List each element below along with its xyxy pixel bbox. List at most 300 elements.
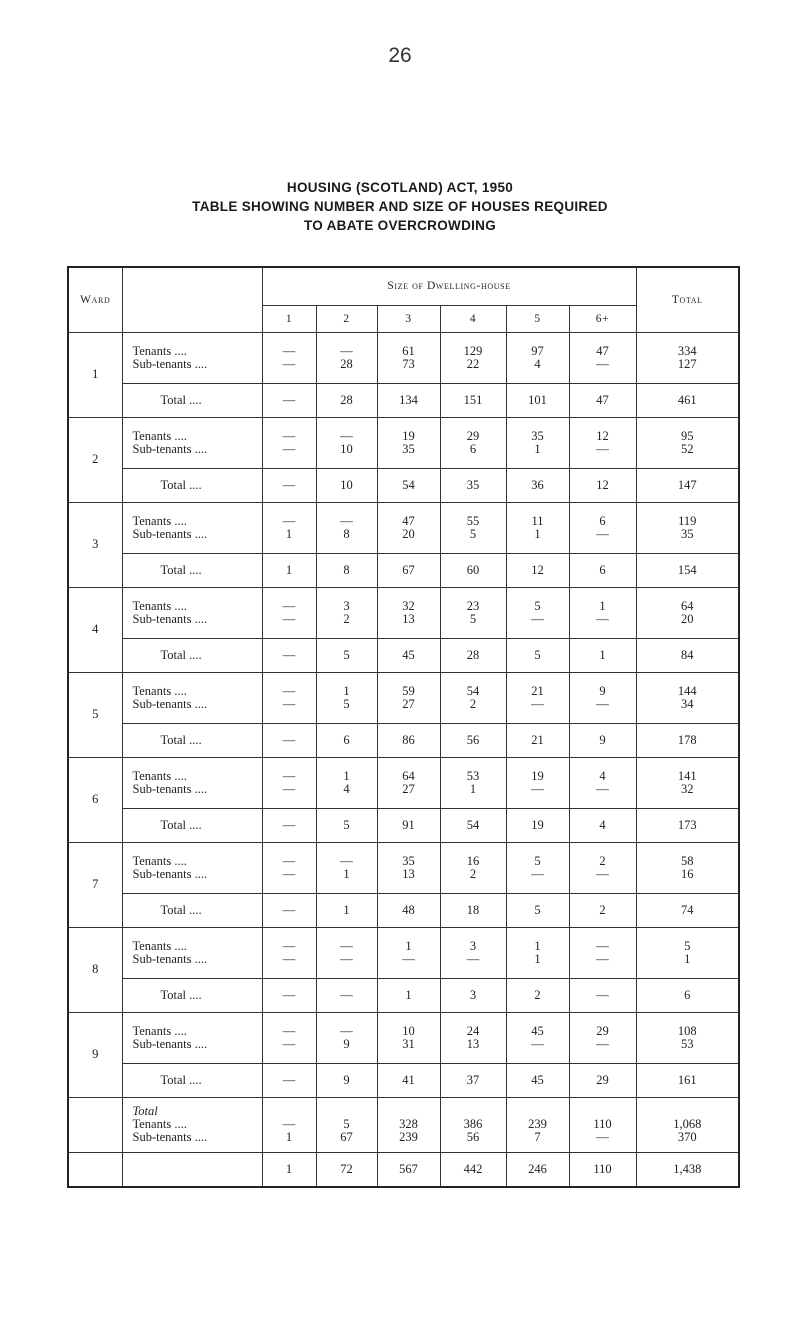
tenants-value: 29	[466, 428, 480, 443]
value-cell	[262, 502, 316, 553]
value-cell	[377, 1012, 440, 1063]
ward-total-row	[68, 893, 739, 927]
ward-number: 7	[68, 842, 122, 927]
ward-total-value: —	[262, 1063, 316, 1097]
ward-total-value: —	[316, 978, 377, 1012]
tenants-value: 59	[402, 683, 415, 698]
ward-total-value: 45	[377, 638, 440, 672]
ward-rows	[68, 332, 739, 1097]
summary-ward-cell	[68, 1097, 122, 1152]
ward-row-labels	[122, 672, 262, 723]
grand-total-cell: 442	[440, 1152, 506, 1187]
value-cell	[636, 672, 739, 723]
tenants-value: —	[340, 1023, 353, 1038]
ward-total-value: 28	[316, 383, 377, 417]
size-col-6plus: 6+	[569, 305, 636, 332]
tenants-value: 47	[402, 513, 415, 528]
value-cell	[569, 587, 636, 638]
ward-total-label: Total ....	[122, 553, 262, 587]
value-cell	[636, 927, 739, 978]
grand-total-cell: 1,438	[636, 1152, 739, 1187]
subtenants-value: 52	[681, 441, 694, 456]
ward-total-value: 1	[377, 978, 440, 1012]
ward-total-value: 154	[636, 553, 739, 587]
value-cell	[262, 417, 316, 468]
ward-total-value: 173	[636, 808, 739, 842]
value-cell	[636, 332, 739, 383]
value-cell	[636, 1012, 739, 1063]
tenants-value: 9	[599, 683, 606, 698]
subtenants-value: 8	[343, 526, 350, 541]
tenants-value: —	[282, 853, 296, 868]
tenants-value: 97	[531, 343, 544, 358]
value-cell	[569, 502, 636, 553]
summary-labels	[122, 1097, 262, 1152]
tenants-label: Tenants ....	[132, 1023, 187, 1038]
size-col-2: 2	[316, 305, 377, 332]
summary-cell: 1,068 370	[636, 1097, 739, 1152]
ward-total-value: 1	[569, 638, 636, 672]
ward-total-value: 45	[506, 1063, 569, 1097]
ward-total-value: 151	[440, 383, 506, 417]
ward-data-row	[68, 417, 739, 468]
ward-row-labels	[122, 502, 262, 553]
tenants-value: 32	[402, 598, 415, 613]
subtenants-value: —	[282, 781, 296, 796]
tenants-value: 10	[402, 1023, 415, 1038]
ward-total-value: 6	[569, 553, 636, 587]
value-cell	[440, 502, 506, 553]
ward-total-value: 12	[569, 468, 636, 502]
ward-total-value: 74	[636, 893, 739, 927]
tenants-value: 19	[402, 428, 415, 443]
ward-total-value: 35	[440, 468, 506, 502]
subtenants-value: 13	[402, 866, 415, 881]
value-cell	[506, 332, 569, 383]
ward-total-value: 29	[569, 1063, 636, 1097]
ward-total-value: 10	[316, 468, 377, 502]
subtenants-label: Sub-tenants ....	[132, 951, 208, 966]
value-cell	[440, 1012, 506, 1063]
tenants-value: —	[282, 513, 296, 528]
tenants-label: Tenants ....	[132, 938, 187, 953]
tenants-label: Tenants ....	[132, 343, 187, 358]
ward-row-labels	[122, 417, 262, 468]
value-cell	[440, 587, 506, 638]
summary-cell: 5 67	[316, 1097, 377, 1152]
ward-total-value: 8	[316, 553, 377, 587]
subtenants-value: 127	[677, 356, 697, 371]
tenants-value: 24	[466, 1023, 480, 1038]
ward-total-label: Total ....	[122, 468, 262, 502]
ward-total-value: 54	[377, 468, 440, 502]
tenants-value: —	[340, 343, 353, 358]
label-header	[122, 267, 262, 332]
value-cell	[316, 332, 377, 383]
ward-number: 3	[68, 502, 122, 587]
ward-total-value: 1	[262, 553, 316, 587]
ward-total-value: 9	[569, 723, 636, 757]
tenants-value: 141	[677, 768, 697, 783]
subtenants-value: —	[282, 951, 296, 966]
subtenants-value: 20	[402, 526, 415, 541]
subtenants-value: 1	[343, 866, 350, 881]
subtenants-value: 2	[469, 866, 477, 881]
value-cell	[440, 417, 506, 468]
value-cell	[569, 332, 636, 383]
ward-total-value: —	[262, 723, 316, 757]
tenants-value: —	[282, 598, 296, 613]
tenants-value: —	[340, 938, 353, 953]
value-cell	[262, 587, 316, 638]
ward-total-row	[68, 553, 739, 587]
value-cell	[377, 332, 440, 383]
subtenants-value: —	[596, 781, 609, 796]
value-cell	[636, 417, 739, 468]
subtenants-value: —	[596, 866, 609, 881]
ward-data-row	[68, 332, 739, 383]
grand-total-cell: 72	[316, 1152, 377, 1187]
subtenants-value: 2	[469, 696, 477, 711]
ward-number: 1	[68, 332, 122, 417]
value-cell	[316, 1012, 377, 1063]
value-cell	[316, 672, 377, 723]
subtenants-value: 5	[343, 696, 350, 711]
subtenants-value: —	[531, 611, 544, 626]
total-header: Total	[636, 267, 739, 332]
value-cell	[440, 842, 506, 893]
subtenants-value: —	[282, 441, 296, 456]
subtenants-value: —	[596, 611, 609, 626]
tenants-value: 47	[596, 343, 609, 358]
subtenants-value: —	[282, 696, 296, 711]
subtenants-label: Sub-tenants ....	[132, 696, 208, 711]
ward-total-value: 91	[377, 808, 440, 842]
value-cell	[506, 1012, 569, 1063]
ward-total-row	[68, 978, 739, 1012]
subtenants-value: 1	[469, 781, 477, 796]
ward-total-row	[68, 383, 739, 417]
tenants-value: —	[282, 768, 296, 783]
tenants-value: 2	[599, 853, 606, 868]
ward-total-value: —	[262, 468, 316, 502]
ward-total-value: 3	[440, 978, 506, 1012]
tenants-value: 16	[466, 853, 480, 868]
heading-line-table: TABLE SHOWING NUMBER AND SIZE OF HOUSES REQUIRED	[192, 199, 608, 214]
subtenants-value: —	[531, 781, 544, 796]
subtenants-value: —	[402, 951, 415, 966]
subtenants-value: 1	[684, 951, 691, 966]
subtenants-value: 13	[402, 611, 415, 626]
tenants-value: 3	[469, 938, 477, 953]
ward-total-value: —	[569, 978, 636, 1012]
tenants-label: Tenants ....	[132, 853, 187, 868]
summary-tenants-label: Tenants ....	[132, 1117, 187, 1131]
summary-label: Total	[132, 1104, 158, 1118]
ward-number: 9	[68, 1012, 122, 1097]
subtenants-value: —	[282, 611, 296, 626]
summary-cell: 328 239	[377, 1097, 440, 1152]
tenants-value: 144	[677, 683, 697, 698]
value-cell	[569, 842, 636, 893]
ward-total-value: 5	[506, 638, 569, 672]
ward-total-row	[68, 808, 739, 842]
ward-total-value: 84	[636, 638, 739, 672]
ward-data-row	[68, 587, 739, 638]
ward-total-value: 134	[377, 383, 440, 417]
ward-total-value: 48	[377, 893, 440, 927]
value-cell	[262, 332, 316, 383]
value-cell	[506, 587, 569, 638]
tenants-label: Tenants ....	[132, 428, 187, 443]
ward-total-value: —	[262, 893, 316, 927]
subtenants-value: 53	[681, 1036, 694, 1051]
subtenants-value: 31	[402, 1036, 415, 1051]
ward-number: 8	[68, 927, 122, 1012]
tenants-value: 108	[677, 1023, 697, 1038]
subtenants-value: 4	[534, 356, 541, 371]
tenants-value: 55	[466, 513, 480, 528]
ward-total-row	[68, 468, 739, 502]
value-cell	[506, 757, 569, 808]
subtenants-value: —	[282, 866, 296, 881]
subtenants-value: —	[531, 866, 544, 881]
ward-header: Ward	[68, 267, 122, 332]
ward-total-value: —	[262, 978, 316, 1012]
ward-total-value: 47	[569, 383, 636, 417]
summary-cell: — 1	[262, 1097, 316, 1152]
ward-total-value: —	[262, 638, 316, 672]
ward-number: 2	[68, 417, 122, 502]
subtenants-value: —	[596, 526, 609, 541]
ward-total-value: 36	[506, 468, 569, 502]
value-cell	[316, 587, 377, 638]
value-cell	[569, 417, 636, 468]
tenants-value: 12	[596, 428, 609, 443]
value-cell	[569, 927, 636, 978]
ward-data-row	[68, 927, 739, 978]
subtenants-label: Sub-tenants ....	[132, 526, 208, 541]
tenants-value: —	[282, 1023, 296, 1038]
size-col-4: 4	[440, 305, 506, 332]
tenants-value: 45	[531, 1023, 544, 1038]
subtenants-value: 6	[469, 441, 477, 456]
subtenants-value: 20	[681, 611, 694, 626]
ward-total-value: 5	[506, 893, 569, 927]
summary-cell: 110 —	[569, 1097, 636, 1152]
ward-data-row	[68, 672, 739, 723]
tenants-value: —	[340, 428, 353, 443]
grand-total-cell: 567	[377, 1152, 440, 1187]
tenants-value: 5	[534, 853, 541, 868]
ward-total-row	[68, 1063, 739, 1097]
value-cell	[377, 672, 440, 723]
subtenants-value: 10	[340, 441, 353, 456]
subtenants-label: Sub-tenants ....	[132, 356, 208, 371]
tenants-value: 23	[466, 598, 480, 613]
value-cell	[262, 842, 316, 893]
value-cell	[377, 587, 440, 638]
page-number: 26	[388, 44, 412, 67]
value-cell	[440, 332, 506, 383]
value-cell	[440, 757, 506, 808]
subtenants-value: 28	[340, 356, 353, 371]
ward-row-labels	[122, 842, 262, 893]
ward-total-label: Total ....	[122, 723, 262, 757]
size-col-1: 1	[262, 305, 316, 332]
value-cell	[506, 672, 569, 723]
value-cell	[506, 927, 569, 978]
value-cell	[377, 417, 440, 468]
tenants-value: 53	[466, 768, 480, 783]
subtenants-value: —	[531, 696, 544, 711]
value-cell	[262, 927, 316, 978]
subtenants-value: 35	[402, 441, 415, 456]
subtenants-label: Sub-tenants ....	[132, 866, 208, 881]
value-cell	[569, 1012, 636, 1063]
tenants-value: —	[340, 853, 353, 868]
ward-total-value: —	[262, 383, 316, 417]
ward-total-value: 6	[636, 978, 739, 1012]
tenants-value: 4	[599, 768, 606, 783]
tenants-value: 61	[402, 343, 415, 358]
value-cell	[262, 1012, 316, 1063]
ward-total-label: Total ....	[122, 1063, 262, 1097]
subtenants-value: —	[340, 951, 353, 966]
value-cell	[569, 757, 636, 808]
subtenants-value: 1	[534, 951, 541, 966]
subtenants-value: 27	[402, 781, 415, 796]
ward-data-row	[68, 842, 739, 893]
grand-ward-cell	[68, 1152, 122, 1187]
ward-total-value: 18	[440, 893, 506, 927]
value-cell	[569, 672, 636, 723]
tenants-value: 6	[599, 513, 606, 528]
tenants-value: 29	[596, 1023, 609, 1038]
subtenants-value: 13	[466, 1036, 480, 1051]
tenants-label: Tenants ....	[132, 683, 187, 698]
tenants-value: 119	[678, 513, 697, 528]
ward-total-value: 37	[440, 1063, 506, 1097]
subtenants-label: Sub-tenants ....	[132, 781, 208, 796]
ward-total-value: 4	[569, 808, 636, 842]
tenants-value: —	[340, 513, 353, 528]
ward-total-row	[68, 723, 739, 757]
ward-total-value: 86	[377, 723, 440, 757]
ward-total-value: 67	[377, 553, 440, 587]
ward-total-value: 12	[506, 553, 569, 587]
value-cell	[377, 502, 440, 553]
subtenants-label: Sub-tenants ....	[132, 441, 208, 456]
ward-total-value: 19	[506, 808, 569, 842]
value-cell	[506, 842, 569, 893]
grand-label-cell	[122, 1152, 262, 1187]
tenants-value: 1	[343, 768, 350, 783]
tenants-value: 1	[599, 598, 606, 613]
tenants-value: —	[282, 343, 296, 358]
subtenants-value: 1	[534, 526, 541, 541]
subtenants-value: —	[282, 356, 296, 371]
tenants-value: 11	[531, 513, 544, 528]
subtenants-value: 73	[402, 356, 415, 371]
ward-total-value: 54	[440, 808, 506, 842]
tenants-value: —	[282, 428, 296, 443]
subtenants-value: —	[596, 696, 609, 711]
summary-cell: 239 7	[506, 1097, 569, 1152]
value-cell	[377, 927, 440, 978]
tenants-value: 1	[343, 683, 350, 698]
value-cell	[316, 927, 377, 978]
size-col-5: 5	[506, 305, 569, 332]
subtenants-value: —	[531, 1036, 544, 1051]
grand-total-cell: 1	[262, 1152, 316, 1187]
subtenants-value: 34	[681, 696, 694, 711]
ward-total-value: 28	[440, 638, 506, 672]
ward-number: 6	[68, 757, 122, 842]
subtenants-value: 9	[343, 1036, 350, 1051]
ward-total-value: 2	[506, 978, 569, 1012]
summary-rows	[68, 1097, 739, 1187]
tenants-value: 35	[402, 853, 415, 868]
subtenants-value: —	[466, 951, 480, 966]
ward-total-label: Total ....	[122, 383, 262, 417]
ward-data-row	[68, 1012, 739, 1063]
ward-total-label: Total ....	[122, 808, 262, 842]
summary-cell: 386 56	[440, 1097, 506, 1152]
subtenants-value: 4	[343, 781, 350, 796]
size-col-3: 3	[377, 305, 440, 332]
ward-number: 5	[68, 672, 122, 757]
subtenants-value: 22	[466, 356, 480, 371]
ward-total-value: 461	[636, 383, 739, 417]
ward-total-value: 9	[316, 1063, 377, 1097]
value-cell	[636, 842, 739, 893]
value-cell	[316, 502, 377, 553]
tenants-value: 35	[531, 428, 544, 443]
tenants-value: 64	[402, 768, 415, 783]
ward-total-value: 1	[316, 893, 377, 927]
subtenants-value: —	[596, 1036, 609, 1051]
ward-total-value: 147	[636, 468, 739, 502]
ward-total-label: Total ....	[122, 638, 262, 672]
size-group-header: Size of Dwelling-house	[262, 267, 636, 305]
tenants-value: 19	[531, 768, 544, 783]
ward-total-value: 161	[636, 1063, 739, 1097]
ward-row-labels	[122, 1012, 262, 1063]
tenants-value: 129	[463, 343, 483, 358]
tenants-value: 334	[677, 343, 697, 358]
tenants-value: 1	[405, 938, 412, 953]
subtenants-value: 35	[681, 526, 694, 541]
value-cell	[316, 757, 377, 808]
tenants-value: 3	[343, 598, 350, 613]
ward-total-value: 56	[440, 723, 506, 757]
ward-total-value: —	[262, 808, 316, 842]
ward-total-label: Total ....	[122, 978, 262, 1012]
subtenants-value: —	[596, 441, 609, 456]
ward-row-labels	[122, 927, 262, 978]
ward-row-labels	[122, 332, 262, 383]
heading-line-purpose: TO ABATE OVERCROWDING	[303, 218, 497, 233]
tenants-value: —	[596, 938, 609, 953]
tenants-value: 1	[534, 938, 541, 953]
value-cell	[506, 417, 569, 468]
value-cell	[506, 502, 569, 553]
tenants-value: —	[282, 683, 296, 698]
heading-line-act: HOUSING (SCOTLAND) ACT, 1950	[286, 180, 514, 195]
ward-total-value: 60	[440, 553, 506, 587]
value-cell	[377, 842, 440, 893]
